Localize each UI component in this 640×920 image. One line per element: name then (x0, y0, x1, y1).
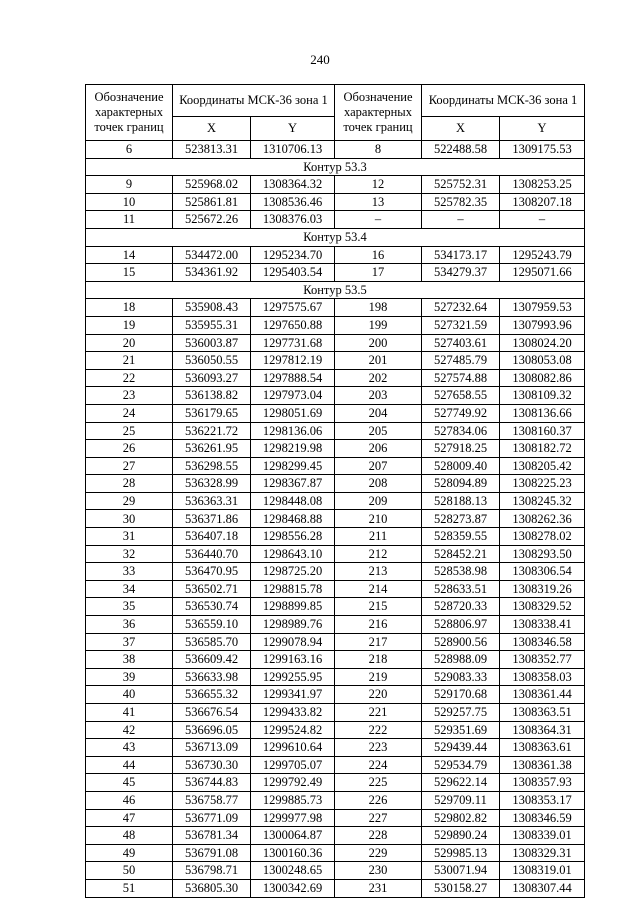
x-value-right: 527485.79 (422, 352, 500, 370)
y-value-right: 1308160.37 (500, 422, 585, 440)
point-id-right: 220 (335, 686, 422, 704)
y-header-left: Y (251, 117, 335, 141)
y-value-right: 1307993.96 (500, 316, 585, 334)
table-row (86, 492, 585, 510)
x-header-left: X (173, 117, 251, 141)
table-row (86, 352, 585, 370)
table-row (86, 211, 585, 229)
x-value-left: 535908.43 (173, 299, 251, 317)
y-value-left: 1298643.10 (251, 545, 335, 563)
point-id-right: 223 (335, 739, 422, 757)
y-value-left: 1298299.45 (251, 457, 335, 475)
y-value-left: 1308376.03 (251, 211, 335, 229)
x-value-right: 528273.87 (422, 510, 500, 528)
x-value-right: 529351.69 (422, 721, 500, 739)
y-value-left: 1299433.82 (251, 704, 335, 722)
point-id-left: 40 (86, 686, 173, 704)
y-header-right: Y (500, 117, 585, 141)
point-label-header-left: Обозначение характерных точек границ (86, 85, 173, 141)
point-id-right: 217 (335, 633, 422, 651)
x-value-right: 530071.94 (422, 862, 500, 880)
x-value-left: 536179.65 (173, 404, 251, 422)
point-label-header-right: Обозначение характерных точек границ (335, 85, 422, 141)
x-value-left: 536713.09 (173, 739, 251, 757)
x-value-left: 536221.72 (173, 422, 251, 440)
x-value-left: 525861.81 (173, 193, 251, 211)
y-value-right: 1308278.02 (500, 528, 585, 546)
x-value-left: 536585.70 (173, 633, 251, 651)
point-id-right: 218 (335, 651, 422, 669)
y-value-left: 1310706.13 (251, 141, 335, 159)
x-value-left: 536440.70 (173, 545, 251, 563)
point-id-left: 10 (86, 193, 173, 211)
table-row (86, 334, 585, 352)
x-value-right: 528806.97 (422, 616, 500, 634)
point-id-right: 228 (335, 827, 422, 845)
x-value-right: 528359.55 (422, 528, 500, 546)
x-value-left: 536791.08 (173, 844, 251, 862)
table-body (86, 141, 585, 898)
table-row (86, 246, 585, 264)
y-value-left: 1297731.68 (251, 334, 335, 352)
x-value-right: 527321.59 (422, 316, 500, 334)
point-id-left: 34 (86, 580, 173, 598)
point-id-left: 47 (86, 809, 173, 827)
x-value-left: 536798.71 (173, 862, 251, 880)
point-id-right: 203 (335, 387, 422, 405)
y-value-left: 1299610.64 (251, 739, 335, 757)
x-value-left: 536328.99 (173, 475, 251, 493)
table-row (86, 141, 585, 159)
point-id-left: 31 (86, 528, 173, 546)
y-value-left: 1295234.70 (251, 246, 335, 264)
y-value-left: 1299524.82 (251, 721, 335, 739)
y-value-right: – (500, 211, 585, 229)
y-value-right: 1295243.79 (500, 246, 585, 264)
x-value-left: 536371.86 (173, 510, 251, 528)
x-value-right: 528188.13 (422, 492, 500, 510)
y-value-right: 1308357.93 (500, 774, 585, 792)
y-value-right: 1308364.31 (500, 721, 585, 739)
point-id-left: 36 (86, 616, 173, 634)
table-row (86, 369, 585, 387)
x-value-right: 522488.58 (422, 141, 500, 159)
point-id-left: 19 (86, 316, 173, 334)
point-id-right: 229 (335, 844, 422, 862)
y-value-left: 1298556.28 (251, 528, 335, 546)
section-row (86, 228, 585, 246)
table-row (86, 580, 585, 598)
y-value-right: 1308182.72 (500, 440, 585, 458)
point-id-left: 21 (86, 352, 173, 370)
table-row (86, 510, 585, 528)
point-id-right: 8 (335, 141, 422, 159)
y-value-left: 1300342.69 (251, 879, 335, 897)
y-value-right: 1295071.66 (500, 264, 585, 282)
table-row (86, 528, 585, 546)
x-value-left: 536407.18 (173, 528, 251, 546)
point-id-left: 20 (86, 334, 173, 352)
y-value-left: 1298051.69 (251, 404, 335, 422)
x-value-right: 527658.55 (422, 387, 500, 405)
y-value-left: 1298136.06 (251, 422, 335, 440)
y-value-right: 1308363.51 (500, 704, 585, 722)
point-id-right: 227 (335, 809, 422, 827)
y-value-right: 1308253.25 (500, 176, 585, 194)
y-value-right: 1308082.86 (500, 369, 585, 387)
point-id-right: 211 (335, 528, 422, 546)
y-value-left: 1297973.04 (251, 387, 335, 405)
point-id-right: 209 (335, 492, 422, 510)
point-id-left: 25 (86, 422, 173, 440)
table-row (86, 686, 585, 704)
point-id-right: 207 (335, 457, 422, 475)
table-row (86, 404, 585, 422)
x-value-left: 523813.31 (173, 141, 251, 159)
y-value-right: 1308358.03 (500, 668, 585, 686)
y-value-left: 1298468.88 (251, 510, 335, 528)
x-value-right: 525782.35 (422, 193, 500, 211)
x-value-left: 536138.82 (173, 387, 251, 405)
y-value-right: 1308109.32 (500, 387, 585, 405)
y-value-right: 1308262.36 (500, 510, 585, 528)
y-value-left: 1299792.49 (251, 774, 335, 792)
table-row (86, 862, 585, 880)
y-value-left: 1299163.16 (251, 651, 335, 669)
x-value-right: 527232.64 (422, 299, 500, 317)
point-id-left: 6 (86, 141, 173, 159)
table-row (86, 827, 585, 845)
y-value-right: 1308205.42 (500, 457, 585, 475)
x-value-right: 534279.37 (422, 264, 500, 282)
x-value-right: 528720.33 (422, 598, 500, 616)
section-title: Контур 53.3 (86, 158, 585, 176)
point-id-left: 42 (86, 721, 173, 739)
y-value-left: 1298367.87 (251, 475, 335, 493)
point-id-left: 35 (86, 598, 173, 616)
table-row (86, 879, 585, 897)
x-value-left: 525968.02 (173, 176, 251, 194)
x-value-right: 529709.11 (422, 791, 500, 809)
table-row (86, 422, 585, 440)
x-header-right: X (422, 117, 500, 141)
y-value-right: 1308329.31 (500, 844, 585, 862)
y-value-left: 1299255.95 (251, 668, 335, 686)
point-id-left: 30 (86, 510, 173, 528)
x-value-right: 528988.09 (422, 651, 500, 669)
table-row (86, 633, 585, 651)
table-row (86, 545, 585, 563)
point-id-left: 32 (86, 545, 173, 563)
point-id-right: 214 (335, 580, 422, 598)
x-value-right: 528094.89 (422, 475, 500, 493)
x-value-left: 536730.30 (173, 756, 251, 774)
point-id-left: 43 (86, 739, 173, 757)
x-value-right: 529439.44 (422, 739, 500, 757)
point-id-left: 18 (86, 299, 173, 317)
coordinates-table (85, 84, 585, 898)
table-row (86, 299, 585, 317)
y-value-left: 1299705.07 (251, 756, 335, 774)
x-value-right: 529890.24 (422, 827, 500, 845)
x-value-left: 536633.98 (173, 668, 251, 686)
table-row (86, 704, 585, 722)
point-id-left: 15 (86, 264, 173, 282)
x-value-right: 528633.51 (422, 580, 500, 598)
y-value-right: 1308329.52 (500, 598, 585, 616)
point-id-right: 201 (335, 352, 422, 370)
x-value-right: 530158.27 (422, 879, 500, 897)
point-id-left: 14 (86, 246, 173, 264)
x-value-left: 534361.92 (173, 264, 251, 282)
point-id-right: 230 (335, 862, 422, 880)
table-row (86, 616, 585, 634)
y-value-right: 1308053.08 (500, 352, 585, 370)
x-value-right: 527918.25 (422, 440, 500, 458)
point-id-left: 22 (86, 369, 173, 387)
section-row (86, 281, 585, 299)
table-row (86, 721, 585, 739)
point-id-left: 39 (86, 668, 173, 686)
point-id-left: 50 (86, 862, 173, 880)
table-row (86, 176, 585, 194)
x-value-right: 529534.79 (422, 756, 500, 774)
point-id-right: 205 (335, 422, 422, 440)
y-value-left: 1300160.36 (251, 844, 335, 862)
y-value-left: 1295403.54 (251, 264, 335, 282)
table-row (86, 563, 585, 581)
y-value-left: 1298448.08 (251, 492, 335, 510)
y-value-left: 1300248.65 (251, 862, 335, 880)
y-value-right: 1308346.58 (500, 633, 585, 651)
x-value-right: 527834.06 (422, 422, 500, 440)
section-row (86, 158, 585, 176)
y-value-right: 1308024.20 (500, 334, 585, 352)
table-row (86, 440, 585, 458)
point-id-left: 9 (86, 176, 173, 194)
y-value-left: 1308536.46 (251, 193, 335, 211)
section-title: Контур 53.4 (86, 228, 585, 246)
y-value-left: 1299078.94 (251, 633, 335, 651)
y-value-left: 1298725.20 (251, 563, 335, 581)
table-row (86, 475, 585, 493)
table-row (86, 791, 585, 809)
point-id-right: 224 (335, 756, 422, 774)
x-value-left: 536050.55 (173, 352, 251, 370)
table-row (86, 457, 585, 475)
x-value-left: 536744.83 (173, 774, 251, 792)
point-id-right: 210 (335, 510, 422, 528)
table-row (86, 193, 585, 211)
y-value-right: 1308306.54 (500, 563, 585, 581)
point-id-right: 204 (335, 404, 422, 422)
x-value-left: 536758.77 (173, 791, 251, 809)
y-value-right: 1308361.44 (500, 686, 585, 704)
table-row (86, 809, 585, 827)
x-value-left: 536530.74 (173, 598, 251, 616)
point-id-right: 206 (335, 440, 422, 458)
y-value-left: 1308364.32 (251, 176, 335, 194)
point-id-left: 11 (86, 211, 173, 229)
point-id-left: 46 (86, 791, 173, 809)
point-id-right: 222 (335, 721, 422, 739)
y-value-right: 1308361.38 (500, 756, 585, 774)
point-id-right: 219 (335, 668, 422, 686)
point-id-left: 29 (86, 492, 173, 510)
x-value-left: 536003.87 (173, 334, 251, 352)
point-id-right: 221 (335, 704, 422, 722)
point-id-right: 231 (335, 879, 422, 897)
point-id-right: 13 (335, 193, 422, 211)
y-value-right: 1308346.59 (500, 809, 585, 827)
point-id-left: 28 (86, 475, 173, 493)
point-id-left: 48 (86, 827, 173, 845)
x-value-right: 527403.61 (422, 334, 500, 352)
coords-group-header-left: Координаты МСК-36 зона 1 (173, 85, 335, 117)
x-value-left: 536559.10 (173, 616, 251, 634)
x-value-left: 535955.31 (173, 316, 251, 334)
point-id-right: 215 (335, 598, 422, 616)
page-number: 240 (310, 52, 330, 67)
point-id-right: 16 (335, 246, 422, 264)
y-value-left: 1299341.97 (251, 686, 335, 704)
y-value-left: 1299885.73 (251, 791, 335, 809)
x-value-left: 536781.34 (173, 827, 251, 845)
y-value-left: 1297650.88 (251, 316, 335, 334)
y-value-right: 1308319.26 (500, 580, 585, 598)
x-value-right: 529170.68 (422, 686, 500, 704)
point-id-right: 216 (335, 616, 422, 634)
point-id-left: 37 (86, 633, 173, 651)
point-id-right: 225 (335, 774, 422, 792)
point-id-right: 12 (335, 176, 422, 194)
y-value-left: 1297812.19 (251, 352, 335, 370)
x-value-right: 528009.40 (422, 457, 500, 475)
point-id-left: 38 (86, 651, 173, 669)
y-value-left: 1298219.98 (251, 440, 335, 458)
x-value-left: 536363.31 (173, 492, 251, 510)
x-value-left: 536696.05 (173, 721, 251, 739)
y-value-right: 1308353.17 (500, 791, 585, 809)
point-id-left: 23 (86, 387, 173, 405)
y-value-left: 1297575.67 (251, 299, 335, 317)
table-row (86, 651, 585, 669)
point-id-right: 213 (335, 563, 422, 581)
point-id-right: 226 (335, 791, 422, 809)
y-value-left: 1298899.85 (251, 598, 335, 616)
x-value-left: 536470.95 (173, 563, 251, 581)
y-value-right: 1308319.01 (500, 862, 585, 880)
x-value-left: 536805.30 (173, 879, 251, 897)
x-value-left: 536771.09 (173, 809, 251, 827)
point-id-right: – (335, 211, 422, 229)
section-title: Контур 53.5 (86, 281, 585, 299)
x-value-left: 525672.26 (173, 211, 251, 229)
point-id-right: 208 (335, 475, 422, 493)
point-id-right: 198 (335, 299, 422, 317)
x-value-left: 536261.95 (173, 440, 251, 458)
y-value-right: 1308245.32 (500, 492, 585, 510)
point-id-left: 44 (86, 756, 173, 774)
x-value-right: 525752.31 (422, 176, 500, 194)
point-id-left: 51 (86, 879, 173, 897)
y-value-left: 1300064.87 (251, 827, 335, 845)
y-value-right: 1308363.61 (500, 739, 585, 757)
point-id-right: 200 (335, 334, 422, 352)
point-id-left: 33 (86, 563, 173, 581)
x-value-right: 534173.17 (422, 246, 500, 264)
table-row (86, 598, 585, 616)
x-value-right: 527749.92 (422, 404, 500, 422)
table-header (86, 85, 585, 141)
y-value-right: 1308207.18 (500, 193, 585, 211)
x-value-left: 536676.54 (173, 704, 251, 722)
x-value-left: 536093.27 (173, 369, 251, 387)
x-value-right: 529083.33 (422, 668, 500, 686)
table-row (86, 739, 585, 757)
y-value-right: 1307959.53 (500, 299, 585, 317)
y-value-right: 1308225.23 (500, 475, 585, 493)
x-value-right: 529622.14 (422, 774, 500, 792)
point-id-left: 45 (86, 774, 173, 792)
table-row (86, 756, 585, 774)
x-value-right: 527574.88 (422, 369, 500, 387)
y-value-right: 1308136.66 (500, 404, 585, 422)
point-id-left: 27 (86, 457, 173, 475)
table-row (86, 316, 585, 334)
y-value-right: 1308339.01 (500, 827, 585, 845)
x-value-right: – (422, 211, 500, 229)
y-value-left: 1298989.76 (251, 616, 335, 634)
y-value-right: 1309175.53 (500, 141, 585, 159)
x-value-right: 528452.21 (422, 545, 500, 563)
table-row (86, 774, 585, 792)
x-value-right: 529257.75 (422, 704, 500, 722)
x-value-left: 534472.00 (173, 246, 251, 264)
table-row (86, 844, 585, 862)
point-id-left: 49 (86, 844, 173, 862)
x-value-right: 528900.56 (422, 633, 500, 651)
table-row (86, 264, 585, 282)
x-value-right: 529802.82 (422, 809, 500, 827)
point-id-left: 24 (86, 404, 173, 422)
y-value-right: 1308338.41 (500, 616, 585, 634)
y-value-left: 1297888.54 (251, 369, 335, 387)
point-id-left: 26 (86, 440, 173, 458)
table-row (86, 387, 585, 405)
x-value-left: 536655.32 (173, 686, 251, 704)
point-id-left: 41 (86, 704, 173, 722)
x-value-left: 536609.42 (173, 651, 251, 669)
point-id-right: 212 (335, 545, 422, 563)
x-value-left: 536298.55 (173, 457, 251, 475)
coords-group-header-right: Координаты МСК-36 зона 1 (422, 85, 585, 117)
x-value-left: 536502.71 (173, 580, 251, 598)
y-value-right: 1308293.50 (500, 545, 585, 563)
y-value-right: 1308307.44 (500, 879, 585, 897)
point-id-right: 17 (335, 264, 422, 282)
point-id-right: 202 (335, 369, 422, 387)
x-value-right: 529985.13 (422, 844, 500, 862)
y-value-right: 1308352.77 (500, 651, 585, 669)
table-row (86, 668, 585, 686)
y-value-left: 1299977.98 (251, 809, 335, 827)
x-value-right: 528538.98 (422, 563, 500, 581)
point-id-right: 199 (335, 316, 422, 334)
y-value-left: 1298815.78 (251, 580, 335, 598)
